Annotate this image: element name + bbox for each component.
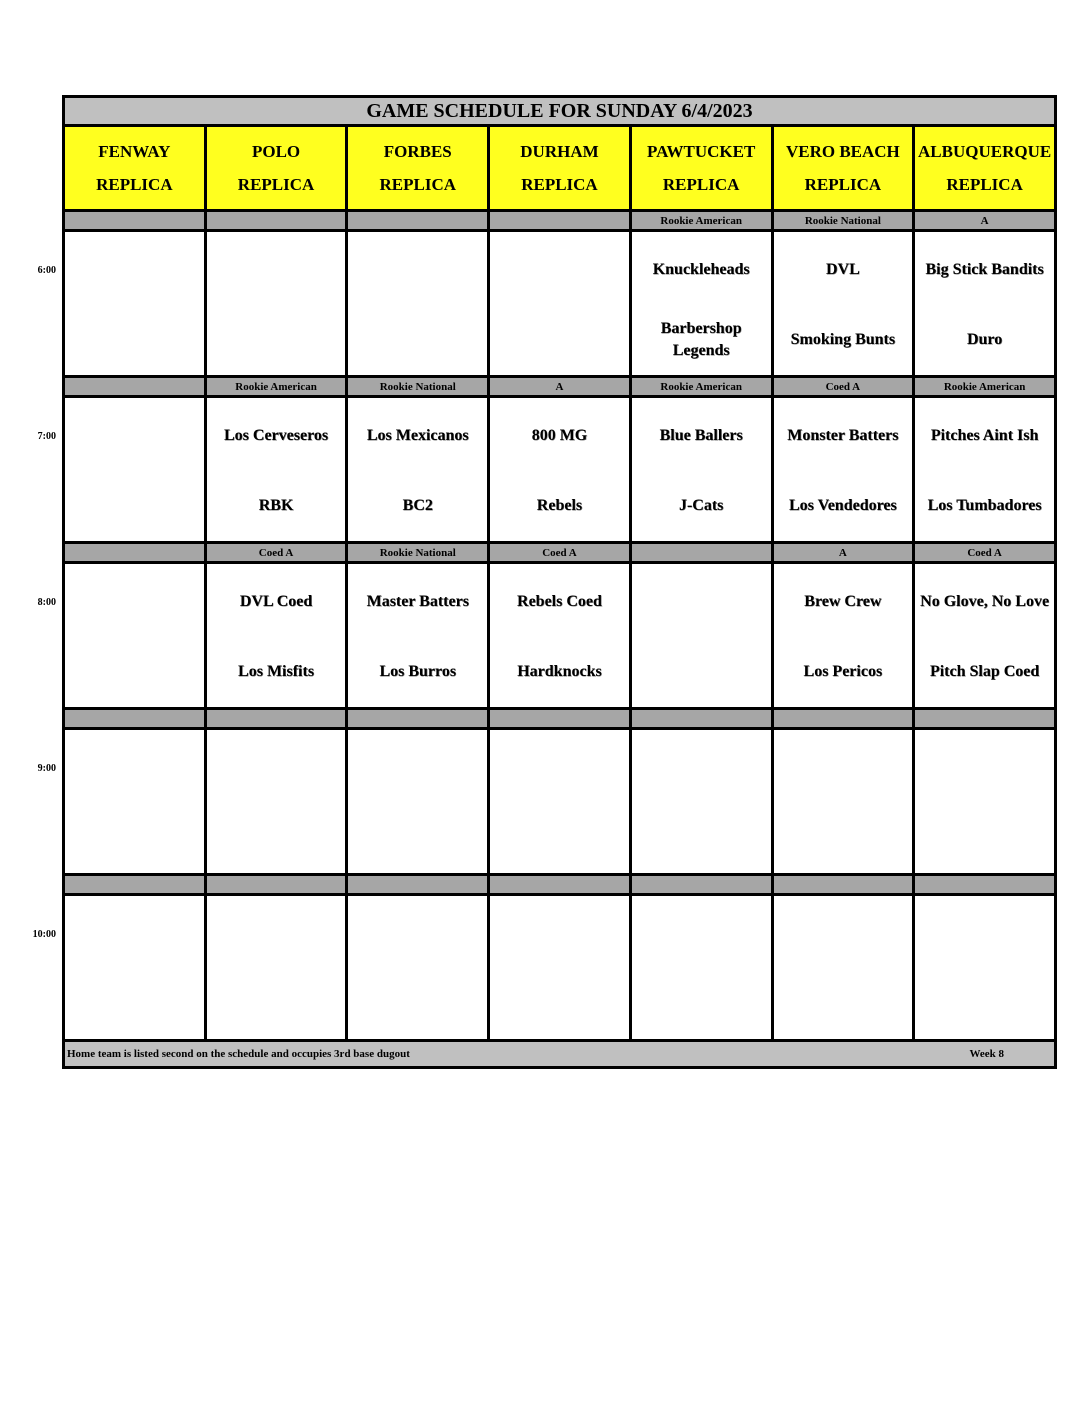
game-cell bbox=[347, 729, 489, 875]
field-subtitle: REPLICA bbox=[521, 175, 598, 194]
away-team: Blue Ballers bbox=[659, 426, 743, 444]
home-team bbox=[915, 804, 1054, 872]
time-label: 10:00 bbox=[32, 928, 56, 940]
time-label: 6:00 bbox=[37, 264, 56, 276]
home-team: J-Cats bbox=[678, 496, 724, 514]
away-team bbox=[632, 732, 771, 804]
game-cell bbox=[914, 231, 1056, 377]
division-label: Rookie National bbox=[772, 211, 914, 231]
away-team bbox=[774, 898, 913, 970]
division-label bbox=[630, 543, 772, 563]
division-label: Coed A bbox=[914, 543, 1056, 563]
away-team bbox=[915, 732, 1054, 804]
division-label: A bbox=[914, 211, 1056, 231]
division-label bbox=[64, 875, 206, 895]
home-team: Los Misfits bbox=[238, 662, 315, 680]
away-team: Monster Batters bbox=[787, 426, 899, 444]
away-team bbox=[490, 732, 629, 804]
home-team bbox=[65, 306, 204, 374]
division-row bbox=[64, 709, 1056, 729]
home-team bbox=[632, 970, 771, 1038]
division-label: Coed A bbox=[772, 377, 914, 397]
game-cell bbox=[64, 231, 206, 377]
division-label: Coed A bbox=[205, 543, 347, 563]
home-team: Pitch Slap Coed bbox=[929, 662, 1040, 680]
home-team: Hardknocks bbox=[517, 662, 602, 680]
game-cell bbox=[914, 563, 1056, 709]
division-row bbox=[64, 543, 1056, 563]
home-team bbox=[348, 804, 487, 872]
field-subtitle: REPLICA bbox=[237, 175, 315, 194]
field-name: FORBES bbox=[383, 142, 452, 161]
game-cell bbox=[205, 895, 347, 1041]
field-subtitle: REPLICA bbox=[96, 175, 173, 194]
division-label: Rookie American bbox=[914, 377, 1056, 397]
division-label: Rookie American bbox=[205, 377, 347, 397]
division-label bbox=[489, 709, 631, 729]
home-team-note: Home team is listed second on the schedule and occupies 3rd base dugout bbox=[67, 1048, 410, 1060]
home-team: Duro bbox=[966, 330, 1003, 348]
field-header bbox=[489, 126, 631, 211]
division-row bbox=[64, 875, 1056, 895]
division-label bbox=[630, 709, 772, 729]
away-team: Los Cerveseros bbox=[223, 426, 329, 444]
home-team bbox=[774, 970, 913, 1038]
away-team bbox=[490, 234, 629, 306]
division-label bbox=[630, 875, 772, 895]
away-team: Knuckleheads bbox=[652, 260, 750, 278]
game-cell bbox=[489, 563, 631, 709]
game-cell bbox=[630, 563, 772, 709]
away-team bbox=[490, 898, 629, 970]
home-team bbox=[348, 306, 487, 374]
title-row bbox=[64, 97, 1056, 126]
field-name: DURHAM bbox=[520, 142, 599, 161]
field-header bbox=[64, 126, 206, 211]
footer-cell bbox=[64, 1041, 1056, 1068]
game-cell bbox=[914, 729, 1056, 875]
field-header-row bbox=[64, 126, 1056, 211]
game-cell bbox=[347, 563, 489, 709]
home-team: Los Burros bbox=[379, 662, 457, 680]
away-team: No Glove, No Love bbox=[920, 592, 1050, 610]
game-cell bbox=[630, 397, 772, 543]
home-team: Smoking Bunts bbox=[790, 330, 896, 348]
game-cell bbox=[772, 729, 914, 875]
game-cell bbox=[64, 563, 206, 709]
division-label bbox=[489, 211, 631, 231]
game-row bbox=[64, 397, 1056, 543]
home-team: Los Vendedores bbox=[789, 496, 897, 514]
game-cell bbox=[914, 895, 1056, 1041]
division-row bbox=[64, 211, 1056, 231]
away-team: Los Mexicanos bbox=[366, 426, 469, 444]
game-row bbox=[64, 231, 1056, 377]
game-row bbox=[64, 563, 1056, 709]
away-team: DVL Coed bbox=[239, 592, 313, 610]
division-label bbox=[64, 543, 206, 563]
game-cell bbox=[64, 729, 206, 875]
division-label bbox=[772, 875, 914, 895]
away-team: Master Batters bbox=[366, 592, 469, 610]
home-team: Los Pericos bbox=[803, 662, 883, 680]
division-label bbox=[64, 211, 206, 231]
division-label bbox=[64, 709, 206, 729]
division-label bbox=[772, 709, 914, 729]
away-team bbox=[348, 732, 487, 804]
away-team bbox=[348, 898, 487, 970]
field-subtitle: REPLICA bbox=[379, 175, 457, 194]
home-team bbox=[490, 804, 629, 872]
field-header bbox=[347, 126, 489, 211]
away-team: 800 MG bbox=[531, 426, 588, 444]
field-header bbox=[205, 126, 347, 211]
division-label bbox=[914, 875, 1056, 895]
field-name: VERO BEACH bbox=[785, 142, 900, 161]
game-cell bbox=[205, 231, 347, 377]
home-team bbox=[632, 638, 771, 706]
division-label bbox=[347, 875, 489, 895]
game-cell bbox=[914, 397, 1056, 543]
home-team: Barbershop Legends bbox=[660, 319, 742, 359]
game-cell bbox=[489, 397, 631, 543]
home-team bbox=[65, 472, 204, 540]
game-cell bbox=[772, 231, 914, 377]
away-team bbox=[774, 732, 913, 804]
home-team bbox=[632, 804, 771, 872]
time-label: 8:00 bbox=[37, 596, 56, 608]
home-team bbox=[65, 638, 204, 706]
division-label bbox=[205, 709, 347, 729]
division-label bbox=[64, 377, 206, 397]
game-cell bbox=[205, 397, 347, 543]
away-team bbox=[65, 566, 204, 638]
home-team: RBK bbox=[258, 496, 294, 514]
game-cell bbox=[772, 397, 914, 543]
game-row bbox=[64, 729, 1056, 875]
schedule-table bbox=[62, 95, 1057, 1069]
home-team bbox=[65, 970, 204, 1038]
field-header bbox=[772, 126, 914, 211]
division-label: Rookie National bbox=[347, 543, 489, 563]
game-row bbox=[64, 895, 1056, 1041]
division-label: A bbox=[772, 543, 914, 563]
game-cell bbox=[489, 729, 631, 875]
field-name: POLO bbox=[251, 142, 301, 161]
home-team: Los Tumbadores bbox=[927, 496, 1042, 514]
away-team bbox=[207, 234, 346, 306]
division-label: Rookie American bbox=[630, 377, 772, 397]
game-cell bbox=[64, 397, 206, 543]
away-team: Big Stick Bandits bbox=[925, 260, 1044, 278]
field-subtitle: REPLICA bbox=[946, 175, 1023, 194]
game-cell bbox=[772, 563, 914, 709]
home-team bbox=[207, 306, 346, 374]
time-label: 7:00 bbox=[37, 430, 56, 442]
away-team bbox=[65, 234, 204, 306]
away-team bbox=[632, 566, 771, 638]
home-team bbox=[65, 804, 204, 872]
home-team bbox=[207, 804, 346, 872]
field-subtitle: REPLICA bbox=[662, 175, 740, 194]
field-name: FENWAY bbox=[98, 142, 171, 161]
home-team bbox=[207, 970, 346, 1038]
division-label: A bbox=[489, 377, 631, 397]
game-cell bbox=[205, 729, 347, 875]
division-label: Rookie National bbox=[347, 377, 489, 397]
home-team bbox=[490, 306, 629, 374]
game-cell bbox=[772, 895, 914, 1041]
game-cell bbox=[630, 895, 772, 1041]
game-cell bbox=[630, 729, 772, 875]
schedule-title: GAME SCHEDULE FOR SUNDAY 6/4/2023 bbox=[64, 97, 1056, 126]
division-label: Rookie American bbox=[630, 211, 772, 231]
field-header bbox=[630, 126, 772, 211]
home-team bbox=[915, 970, 1054, 1038]
away-team bbox=[65, 732, 204, 804]
home-team: BC2 bbox=[402, 496, 433, 514]
away-team bbox=[915, 898, 1054, 970]
game-cell bbox=[347, 397, 489, 543]
away-team: Rebels Coed bbox=[517, 592, 602, 610]
division-label: Coed A bbox=[489, 543, 631, 563]
game-cell bbox=[489, 231, 631, 377]
away-team: Pitches Aint Ish bbox=[930, 426, 1039, 444]
game-cell bbox=[205, 563, 347, 709]
game-cell bbox=[489, 895, 631, 1041]
game-cell bbox=[630, 231, 772, 377]
division-row bbox=[64, 377, 1056, 397]
game-cell bbox=[347, 231, 489, 377]
away-team bbox=[348, 234, 487, 306]
division-label bbox=[205, 211, 347, 231]
division-label bbox=[914, 709, 1056, 729]
week-label: Week 8 bbox=[969, 1048, 1004, 1060]
away-team bbox=[65, 898, 204, 970]
away-team: Brew Crew bbox=[804, 592, 882, 610]
home-team bbox=[348, 970, 487, 1038]
division-label bbox=[347, 211, 489, 231]
field-subtitle: REPLICA bbox=[804, 175, 882, 194]
division-label bbox=[347, 709, 489, 729]
away-team bbox=[65, 400, 204, 472]
division-label bbox=[205, 875, 347, 895]
field-name: ALBUQUERQUE bbox=[918, 142, 1052, 161]
footer-row bbox=[64, 1041, 1056, 1068]
field-name: PAWTUCKET bbox=[647, 142, 756, 161]
division-label bbox=[489, 875, 631, 895]
field-header bbox=[914, 126, 1056, 211]
away-team bbox=[207, 898, 346, 970]
game-cell bbox=[64, 895, 206, 1041]
home-team bbox=[774, 804, 913, 872]
game-cell bbox=[347, 895, 489, 1041]
time-label: 9:00 bbox=[37, 762, 56, 774]
home-team: Rebels bbox=[536, 496, 583, 514]
away-team: DVL bbox=[825, 260, 860, 278]
away-team bbox=[207, 732, 346, 804]
away-team bbox=[632, 898, 771, 970]
home-team bbox=[490, 970, 629, 1038]
